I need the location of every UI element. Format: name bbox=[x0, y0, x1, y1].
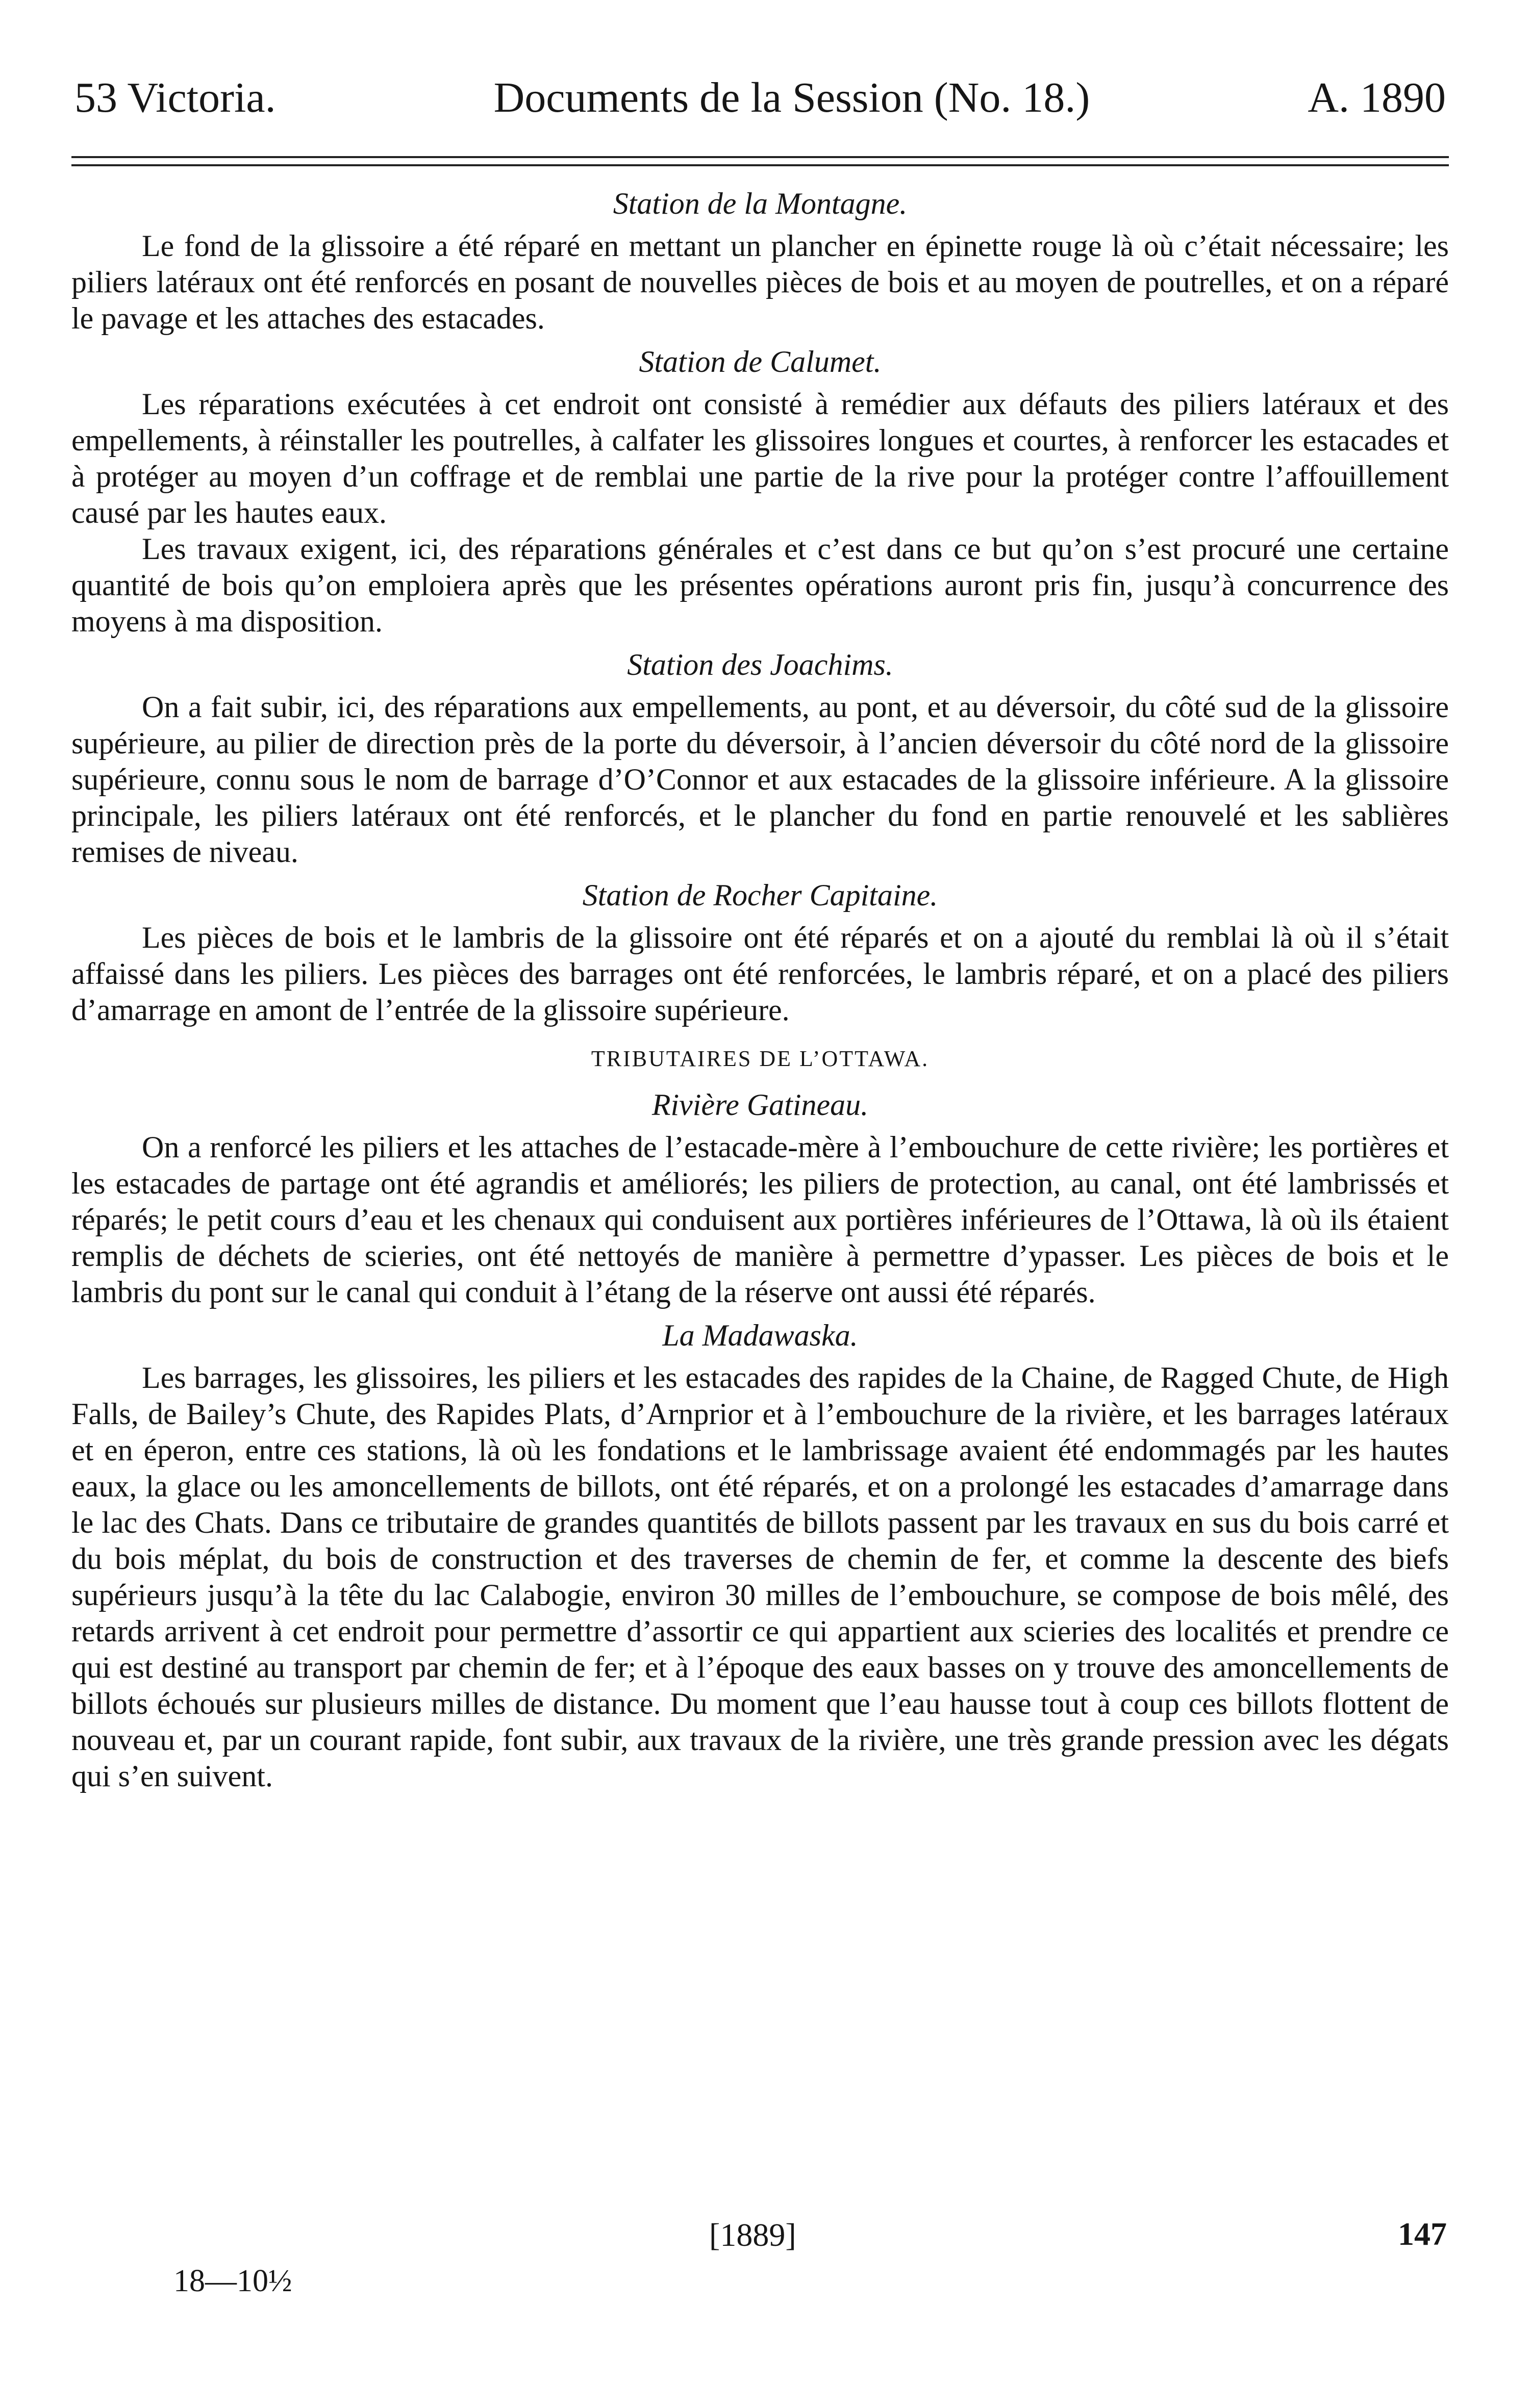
header-regnal-year: 53 Victoria. bbox=[74, 74, 276, 121]
section-title: Station des Joachims. bbox=[627, 648, 893, 681]
document-page bbox=[71, 74, 1449, 1794]
paragraph: Les barrages, les glissoires, les piliers et les estacades des rapides de la Chaine, de Ragged Chute, de High Falls, de Bailey’s Chute, des Rapides Plats, d’Arnprior et à l’embouchure de la rivière, et les barrages latéraux et en éperon, entre ces stations, là où les fondations et le lambrissage avaient été endommagés par les hautes eaux, la glace ou les amoncellements de billots, ont été réparés, et on a prolongé les estacades d’amarrage dans le lac des Chats. Dans ce tributaire de grandes quantités de billots passent par les travaux en sus du bois carré et du bois méplat, du bois de construction et des traverses de chemin de fer, et comme la descente des biefs supérieurs jusqu’à la tête du lac Calabogie, environ 30 milles de l’embouchure, se compose de bois mêlé, des retards arrivent à cet endroit pour permettre d’assortir ce qui appartient aux scieries des localités et prendre ce qui est destiné au transport par chemin de fer; et à l’époque des eaux basses on y trouve des amoncellements de billots échoués sur plusieurs milles de distance. Du moment que l’eau hausse tout à coup ces billots flottent de nouveau et, par un courant rapide, font subir, aux travaux de la rivière, une très grande pression avec les dégats qui s’en suivent. bbox=[71, 1361, 1449, 1793]
section-gatineau bbox=[71, 1087, 1449, 1310]
section-title: Rivière Gatineau. bbox=[651, 1088, 869, 1122]
main-text bbox=[71, 186, 1449, 1794]
paragraph: Le fond de la glissoire a été réparé en mettant un plancher en épinette rouge là où c’était nécessaire; les piliers latéraux ont été renforcés en posant de nouvelles pièces de bois et au moyen de poutrelles, et on a réparé le pavage et les attaches des estacades. bbox=[71, 229, 1449, 335]
section-title: La Madawaska. bbox=[662, 1319, 858, 1352]
section-rocher-capitaine bbox=[71, 877, 1449, 1028]
section-title: Station de Rocher Capitaine. bbox=[582, 878, 938, 912]
section-montagne bbox=[71, 186, 1449, 337]
paragraph: Les pièces de bois et le lambris de la glissoire ont été réparés et on a ajouté du remblai là où il s’était affaissé dans les piliers. Les pièces des barrages ont été renforcées, le lambris réparé, et on a placé des piliers d’amarrage en amont de l’entrée de la glissoire supérieure. bbox=[71, 921, 1449, 1027]
header-document-title: Documents de la Session (No. 18.) bbox=[493, 74, 1090, 121]
page-number: 147 bbox=[1398, 2216, 1447, 2252]
tributaries-heading: TRIBUTAIRES DE L’OTTAWA. bbox=[591, 1046, 930, 1071]
section-calumet bbox=[71, 344, 1449, 640]
section-title: Station de Calumet. bbox=[639, 345, 882, 378]
running-header bbox=[71, 74, 1449, 121]
footer-year: [1889] bbox=[709, 2217, 796, 2253]
paragraph: On a fait subir, ici, des réparations aux empellements, au pont, et au déversoir, du côté sud de la glissoire supérieure, au pilier de direction près de la porte du déversoir, à l’ancien déversoir du côté nord de la glissoire supérieure, connu sous le nom de barrage d’O’Connor et aux estacades de la glissoire inférieure. A la glissoire principale, les piliers latéraux ont été renforcés, et le plancher du fond en partie renouvelé et les sablières remises de niveau. bbox=[71, 690, 1449, 869]
paragraph: On a renforcé les piliers et les attaches de l’estacade-mère à l’embouchure de cette rivière; les portières et les estacades de partage ont été agrandis et améliorés; les piliers de protection, au canal, ont été lambrissés et réparés; le petit cours d’eau et les chenaux qui conduisent aux portières inférieures de l’Ottawa, là où ils étaient remplis de déchets de scieries, ont été nettoyés de manière à permettre d’ypasser. Les pièces de bois et le lambris du pont sur le canal qui conduit à l’étang de la réserve ont aussi été réparés. bbox=[71, 1130, 1449, 1309]
paragraph: Les travaux exigent, ici, des réparations générales et c’est dans ce but qu’on s’est procuré une certaine quantité de bois qu’on emploiera après que les présentes opérations auront pris fin, jusqu’à concurrence des moyens à ma disposition. bbox=[71, 532, 1449, 638]
printer-signature: 18—10½ bbox=[173, 2264, 292, 2298]
header-double-rule bbox=[71, 156, 1449, 166]
page-footer bbox=[71, 2216, 1449, 2308]
section-title: Station de la Montagne. bbox=[613, 187, 908, 220]
section-madawaska bbox=[71, 1317, 1449, 1794]
section-joachims bbox=[71, 647, 1449, 870]
paragraph: Les réparations exécutées à cet endroit ont consisté à remédier aux défauts des piliers latéraux et des empellements, à réinstaller les poutrelles, à calfater les glissoires longues et courtes, à renforcer les estacades et à protéger au moyen d’un coffrage et de remblai une partie de la rive pour la protéger contre l’affouillement causé par les hautes eaux. bbox=[71, 387, 1449, 529]
header-year: A. 1890 bbox=[1308, 74, 1446, 121]
